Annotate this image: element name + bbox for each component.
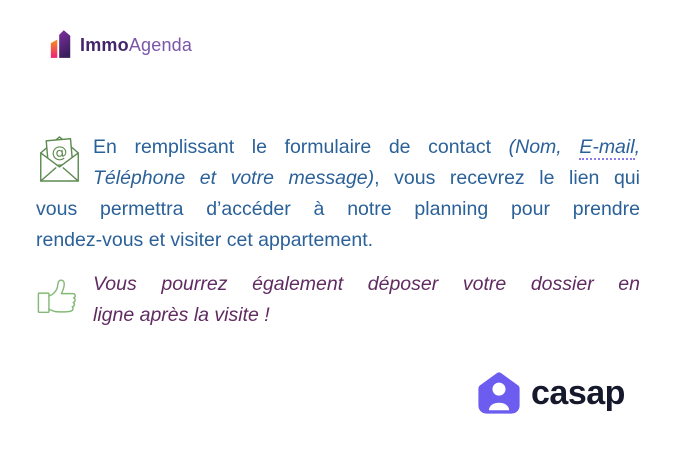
paragraph-line: rendez-vous et visiter cet appartement. — [36, 229, 374, 251]
text-italic: Téléphone et votre message) — [93, 167, 375, 189]
brand-name-agenda: Agenda — [128, 34, 193, 55]
thumbs-up-icon — [36, 273, 82, 319]
text-regular: En remplissant le formulaire de contact — [93, 136, 509, 158]
immoagenda-logo — [49, 29, 192, 61]
casap-wordmark: casap — [531, 373, 625, 412]
text-italic: , — [634, 136, 640, 158]
contact-info-paragraph — [36, 132, 640, 256]
brand-name — [80, 35, 192, 56]
email-underlined-word: E-mail — [579, 136, 635, 158]
paragraph-line — [93, 163, 640, 194]
brand-name-immo: Immo — [80, 34, 129, 55]
house-person-icon — [476, 369, 522, 417]
paragraph-line — [93, 132, 640, 163]
dossier-note-paragraph — [36, 269, 640, 331]
immoagenda-building-icon — [49, 29, 73, 61]
paragraph-line: vous permettra d’accéder à notre planning pour prendre — [36, 198, 640, 220]
text-regular: , vous recevrez le lien qui — [374, 167, 640, 189]
text-italic: (Nom, — [508, 136, 580, 158]
paragraph-line: ligne après la visite ! — [93, 304, 270, 326]
casap-logo — [476, 369, 625, 417]
paragraph-line: Vous pourrez également déposer votre dossier en — [93, 273, 640, 295]
envelope-at-icon — [37, 134, 82, 183]
svg-text:@: @ — [50, 141, 69, 163]
